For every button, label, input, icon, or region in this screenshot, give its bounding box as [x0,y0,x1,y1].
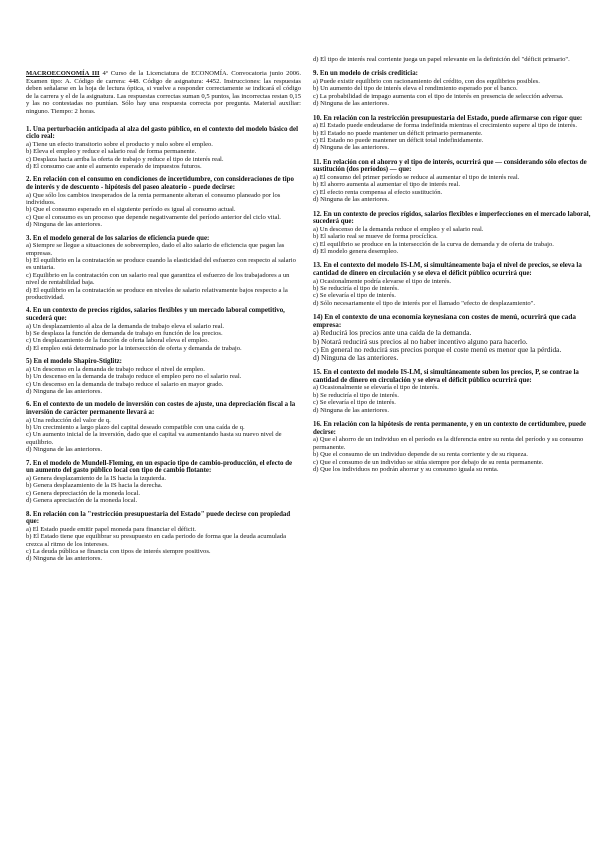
answer-option: c) Se elevaría el tipo de interés. [313,399,396,407]
answer-option: b) Se reduciría el tipo de interés. [313,285,399,293]
answer-option: d) Ninguna de las anteriores. [26,221,102,229]
answer-option: d) Genera apreciación de la moneda local. [26,497,138,505]
question-block [313,421,596,473]
answer-option: a) Genera desplazamiento de la IS hacia la izquierda. [26,474,167,482]
question-title: 11. En relación con el ahorro y el tipo de interés, ocurrirá que — considerando sólo efectos de sustitución (dos períodos) — que: [313,158,587,174]
question-title: 6. En el contexto de un modelo de inversión con costes de ajuste, una depreciación fiscal a la inversión de carácter permanente llevará a: [26,401,296,417]
answer-option: c) En general no reducirá sus precios porque el coste menú es menor que la pérdida. [313,344,562,354]
answer-option: d) Ninguna de las anteriores. [26,446,102,454]
question-block [26,126,301,171]
answer-option: c) La deuda pública se financia con tipos de interés siempre positivos. [26,547,211,555]
question-title: 8. En relación con la "restricción presupuestaria del Estado" puede decirse con propiedad que: [26,510,291,526]
question-block [26,235,301,302]
left-column [26,70,301,569]
question-title: 10. En relación con la restricción presupuestaria del Estado, puede afirmarse con rigor que: [313,114,583,122]
question-title: 1. Una perturbación anticipada al alza del gasto público, en el contexto del modelo básico del ciclo real: [26,125,298,141]
answer-option: a) El consumo del primer período se reduce al aumentar el tipo de interés real. [313,174,520,182]
answer-option: c) La probabilidad de impago aumenta con el tipo de interés en presencia de selección adversa. [313,92,564,100]
answer-option: a) Siempre se llegue a situaciones de sobreempleo, dado el alto salario de eficiencia que pagan las empresas. [26,242,285,257]
answer-option: c) Equilibrio en la contratación con un salario real que garantiza el esfuerzo de los trabajadores a un nivel de rentabilidad baja. [26,271,290,287]
answer-option: c) Genera depreciación de la moneda local. [26,489,141,497]
question-block [313,369,596,414]
answer-option: b) El equilibrio en la contratación se produce cuando la elasticidad del esfuerzo con respecto al salario es unitaria. [26,257,296,272]
answer-option: d) El modelo genera desempleo. [313,248,399,256]
answer-option: b) Eleva el empleo y reduce el salario real de forma permanente. [26,148,197,156]
question-title: 12. En un contexto de precios rígidos, salarios flexibles e imperfecciones en el mercado laboral, sucederá que: [313,210,591,226]
question-title: 16. En relación con la hipótesis de renta permanente, y en un contexto de certidumbre, puede decirse: [313,421,586,436]
answer-option: c) Que el consumo de un individuo se sitúa siempre por debajo de su renta permanente. [313,458,544,466]
answer-option: a) Puede existir equilibrio con racionamiento del crédito, con dos equilibrios posibles. [313,78,540,85]
question-block [26,460,301,505]
question-block [313,211,596,256]
answer-option: d) El empleo está determinado por la intersección de oferta y demanda de trabajo. [26,344,242,352]
answer-option: b) El salario real se mueve de forma procíclica. [313,233,438,241]
question-block [313,115,596,152]
answer-option: d) Ninguna de las anteriores. [26,388,102,396]
answer-option: a) Un descenso en la demanda de trabajo reduce el nivel de empleo. [26,365,205,373]
right-question-list [313,56,596,473]
answer-option: a) Que sólo los cambios inesperados de la renta permanente alteran el consumo planeado por los individuos. [26,191,281,206]
question-title: 15. En el contexto del modelo IS-LM, si simultáneamente suben los precios, P, se contrae la cantidad de dinero en circulación y se eleva el déficit público ocurrirá que: [313,369,579,384]
question-block [26,176,301,228]
answer-option: a) Ocasionalmente podría elevarse el tipo de interés. [313,277,452,285]
answer-option: b) Genera desplazamiento de la IS hacia la derecha. [26,482,163,490]
answer-option: d) Ninguna de las anteriores. [313,100,389,108]
answer-option: b) Se desplaza la función de demanda de trabajo en función de los precios. [26,330,223,338]
question-block [26,401,301,453]
answer-option: c) El equilibrio se produce en la intersección de la curva de demanda y de oferta de trabajo. [313,240,554,248]
answer-option: a) El Estado puede emitir papel moneda para financiar el déficit. [26,525,197,533]
question-title: 5) En el modelo Shapiro-Stiglitz: [26,358,122,366]
answer-option: c) Un desplazamiento de la función de oferta laboral eleva el empleo. [26,337,210,345]
answer-option: d) Ninguna de las anteriores. [313,196,389,204]
question-block [313,70,596,107]
answer-option: c) Un descenso en la demanda de trabajo reduce el salario en mayor grado. [26,380,224,388]
answer-option: d) Sólo necesariamente el tipo de interés por el llamado "efecto de desplazamiento". [313,299,535,307]
answer-option: a) Un desplazamiento al alza de la demanda de trabajo eleva el salario real. [26,322,225,330]
answer-option: d) Que los individuos no podrán ahorrar y su consumo iguala su renta. [313,465,499,473]
question-block [26,307,301,352]
answer-option: c) El Estado no puede mantener un déficit total indefinidamente. [313,137,484,145]
answer-option: c) Se elevaría el tipo de interés. [313,292,396,300]
question-block [313,159,596,204]
question-block [26,511,301,563]
exam-header [26,70,301,116]
answer-option: c) Que el consumo es un proceso que depende negativamente del período anterior del ciclo vital. [26,213,281,221]
answer-option: c) Desplaza hacia arriba la oferta de trabajo y reduce el tipo de interés real. [26,155,224,163]
answer-option: d) Ninguna de las anteriores. [313,144,389,152]
answer-option: b) Notará reducirá sus precios al no haber incentivo alguno para hacerlo. [313,336,528,346]
left-question-list [26,126,301,563]
right-column [313,56,596,480]
question-title: 13. En el contexto del modelo IS-LM, si simultáneamente baja el nivel de precios, se eleva la cantidad de dinero en circulación y se eleva el déficit público ocurrirá que: [313,262,582,278]
question-block [313,314,596,362]
answer-option: a) Reducirá los precios ante una caída de la demanda. [313,328,472,338]
question-block [26,358,301,395]
answer-option: b) Que el consumo esperado en el siguiente período es igual al consumo actual. [26,206,236,214]
answer-option: b) El ahorro aumenta al aumentar el tipo de interés real. [313,181,461,189]
question-title: 7. En el modelo de Mundell-Fleming, en un espacio tipo de cambio-producción, el efecto de un aumento del gasto público local con tipo de cambio flotante: [26,459,293,475]
question-block [313,56,596,63]
answer-option: a) Ocasionalmente se elevaría el tipo de interés. [313,384,439,392]
answer-option: a) Una reducción del valor de q. [26,416,111,424]
exam-title: MACROECONOMÍA III [26,70,100,77]
answer-option: b) Que el consumo de un individuo depende de su renta corriente y de su riqueza. [313,451,528,459]
question-title: 4. En un contexto de precios rígidos, salarios flexibles y un mercado laboral competitivo, sucederá que: [26,307,285,323]
answer-option: d) El consumo cae ante el aumento esperado de impuestos futuros. [26,162,202,170]
question-title: 9. En un modelo de crisis crediticia: [313,70,418,78]
answer-option: d) Ninguna de las anteriores. [313,353,399,363]
answer-option: a) Que el ahorro de un individuo en el período es la diferencia entre su renta del período y su consumo permanente. [313,436,584,451]
answer-option: a) Un descenso de la demanda reduce el empleo y el salario real. [313,225,484,233]
answer-option: b) Un crecimiento a largo plazo del capital deseado compatible con una caída de q. [26,424,245,432]
answer-option: d) El equilibrio en la contratación se produce en niveles de salario relativamente bajos respecto a la productividad. [26,286,288,302]
question-title: 14) En el contexto de una economía keynesiana con costes de menú, ocurrirá que cada empresa: [313,313,576,329]
answer-option: a) Tiene un efecto transitorio sobre el producto y nulo sobre el empleo. [26,140,213,148]
question-title: 2. En relación con el consumo en condiciones de incertidumbre, con consideraciones de tipo de interés y de descuento - hipótesis del paseo aleatorio - puede decirse: [26,176,294,191]
answer-option: b) El Estado no puede mantener un déficit primario permanente. [313,129,483,137]
answer-option: d) Ninguna de las anteriores. [26,555,102,563]
answer-option: d) El tipo de interés real corriente juega un papel relevante en la definición del "déficit primario". [313,56,570,63]
answer-option: d) Ninguna de las anteriores. [313,406,389,414]
answer-option: b) El Estado tiene que equilibrar su presupuesto en cada periodo de forma que la deuda acumulada crezca al ritmo de los intereses. [26,533,286,548]
exam-instructions: 4º Curso de la Licenciatura de ECONOMÍA. Convocatoria junio 2006. Examen tipo: A. Código de carrera: 448. Código de asignatura: 4452. Instrucciones: las respuestas deben señalarse en la hoja de lectura óptica, si vuelve a responder correctamente se indicará el código de la carrera y el de la asignatura. Las respuestas correctas suman 0,5 puntos, las incorrectas restan 0,15 y las no contestadas no puntúan. Sólo hay una respuesta correcta por pregunta. Material auxiliar: ninguno. Tiempo: 2 horas. [26,70,301,115]
question-block [313,262,596,307]
answer-option: b) Se reduciría el tipo de interés. [313,391,399,399]
answer-option: c) Un aumento inicial de la inversión, dado que el capital va aumentando hasta su nuevo nivel de equilibrio. [26,431,282,446]
question-title: 3. En el modelo general de los salarios de eficiencia puede que: [26,234,210,242]
answer-option: b) Un aumento del tipo de interés eleva el rendimiento esperado por el banco. [313,85,518,93]
answer-option: c) El efecto renta compensa al efecto sustitución. [313,188,443,196]
answer-option: b) Un descenso en la demanda de trabajo reduce el empleo pero no el salario real. [26,373,242,381]
answer-option: a) El Estado puede endeudarse de forma indefinida mientras el crecimiento supere al tipo de interés. [313,122,578,130]
